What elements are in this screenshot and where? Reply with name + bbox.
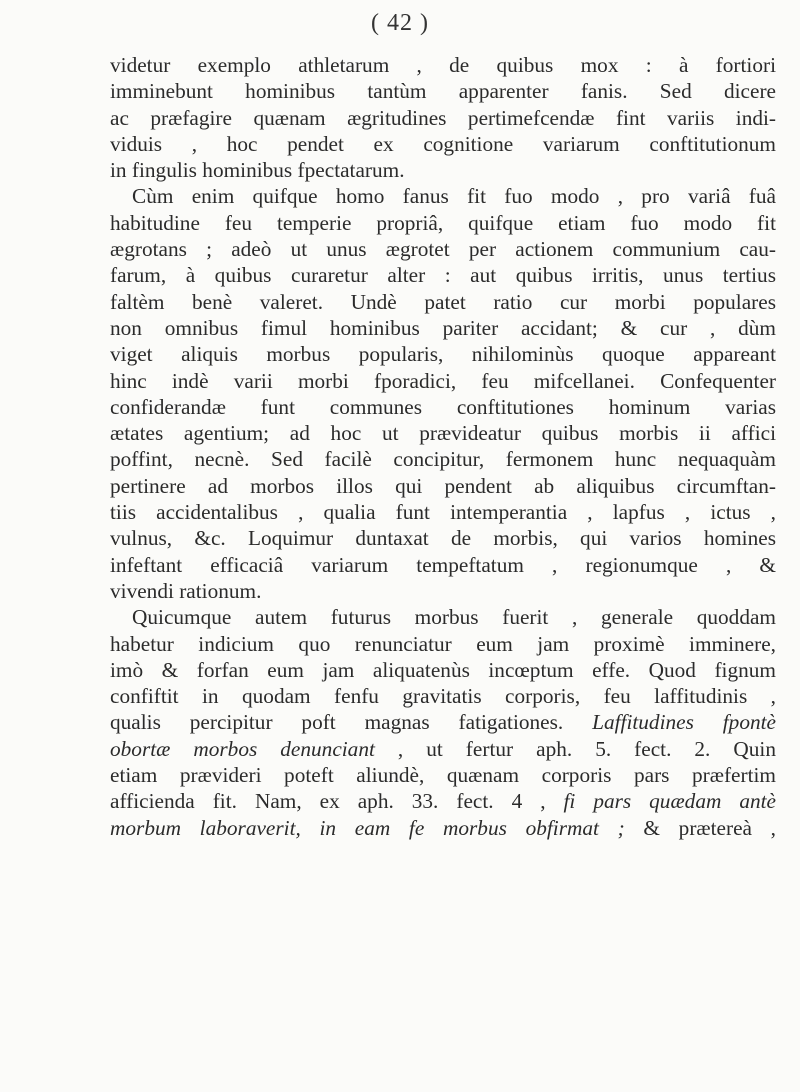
text-line: [110, 657, 776, 683]
text-line: [110, 78, 776, 104]
italic-quote: Laffitudines fpontè: [563, 710, 776, 735]
text-line: [110, 341, 776, 367]
text-line: [110, 157, 776, 183]
line-text: vulnus, &c. Loquimur duntaxat de morbis, qui varios homines: [110, 526, 776, 551]
line-text: confiftit in quodam fenfu gravitatis corporis, feu laffitudinis ,: [110, 684, 776, 709]
line-text: etiam prævideri poteft aliundè, quænam corporis pars præfertim: [110, 763, 776, 788]
line-text: farum, à quibus curaretur alter : aut quibus irritis, unus tertius: [110, 263, 776, 288]
line-text: vivendi rationum.: [110, 578, 262, 603]
line-text: tiis accidentalibus , qualia funt intemperantia , lapfus , ictus ,: [110, 500, 776, 525]
text-line: [110, 52, 776, 78]
line-text: videtur exemplo athletarum , de quibus mox : à fortiori: [110, 53, 776, 77]
text-line: [110, 499, 776, 525]
text-line: [110, 815, 776, 841]
text-line: [110, 578, 776, 604]
text-line: [110, 420, 776, 446]
text-line: [110, 446, 776, 472]
line-text: , ut fertur aph. 5. fect. 2. Quin: [374, 736, 776, 761]
page-number: ( 42 ): [371, 10, 429, 36]
text-line: [110, 473, 776, 499]
line-text: qualis percipitur poft magnas fatigationes.: [110, 710, 564, 735]
line-text: hinc indè varii morbi fporadici, feu mifcellanei. Confequenter: [110, 368, 776, 393]
text-line: [110, 262, 776, 288]
text-line: [110, 525, 776, 551]
line-text: infeftant efficaciâ variarum tempeftatum , regionumque , &: [110, 552, 776, 577]
text-line: [110, 236, 776, 262]
text-line: [110, 683, 776, 709]
line-text: habitudine feu temperie propriâ, quifque etiam fuo modo fit: [110, 210, 776, 235]
line-text: afficienda fit. Nam, ex aph. 33. fect. 4 ,: [110, 789, 546, 814]
text-line: [110, 709, 776, 735]
line-text: viduis , hoc pendet ex cognitione variarum conftitutionum: [110, 131, 776, 156]
line-text: ægrotans ; adeò ut unus ægrotet per actionem communium cau-: [110, 237, 776, 262]
text-line: [110, 736, 776, 762]
text-line: [110, 183, 776, 209]
text-line: [110, 210, 776, 236]
text-line: [110, 788, 776, 814]
text-line: [110, 368, 776, 394]
text-line: [110, 631, 776, 657]
text-line: [110, 762, 776, 788]
line-text: confiderandæ funt communes conftitutiones hominum varias: [110, 394, 776, 419]
text-line: [110, 552, 776, 578]
line-text: Quicumque autem futurus morbus fuerit , generale quoddam: [132, 605, 776, 630]
line-text: & prætereà ,: [624, 815, 776, 840]
line-text: poffint, necnè. Sed facilè concipitur, fermonem hunc nequaquàm: [110, 447, 776, 472]
line-text: Cùm enim quifque homo fanus fit fuo modo , pro variâ fuâ: [132, 184, 776, 209]
line-text: pertinere ad morbos illos qui pendent ab aliquibus circumftan-: [110, 473, 776, 498]
text-line: [110, 315, 776, 341]
line-text: imminebunt hominibus tantùm apparenter fanis. Sed dicere: [110, 79, 776, 104]
line-text: imò & forfan eum jam aliquatenùs incœptum effe. Quod fignum: [110, 657, 776, 682]
line-text: habetur indicium quo renunciatur eum jam proximè imminere,: [110, 631, 776, 656]
line-text: ætates agentium; ad hoc ut prævideatur quibus morbis ii affici: [110, 421, 776, 446]
text-line: [110, 394, 776, 420]
italic-quote: obortæ morbos denunciant: [110, 736, 375, 761]
line-text: viget aliquis morbus popularis, nihilominùs quoque appareant: [110, 342, 776, 367]
text-line: [110, 105, 776, 131]
text-line: [110, 604, 776, 630]
line-text: in fingulis hominibus fpectatarum.: [110, 158, 405, 183]
italic-quote: morbum laboraverit, in eam fe morbus obfirmat ;: [110, 815, 625, 840]
line-text: non omnibus fimul hominibus pariter accidant; & cur , dùm: [110, 315, 776, 340]
line-text: ac præfagire quænam ægritudines pertimefcendæ fint variis indi-: [110, 105, 776, 130]
text-line: [110, 289, 776, 315]
body-text: [110, 52, 776, 841]
italic-quote: fi pars quædam antè: [545, 789, 776, 814]
line-text: faltèm benè valeret. Undè patet ratio cur morbi populares: [110, 289, 776, 314]
text-line: [110, 131, 776, 157]
